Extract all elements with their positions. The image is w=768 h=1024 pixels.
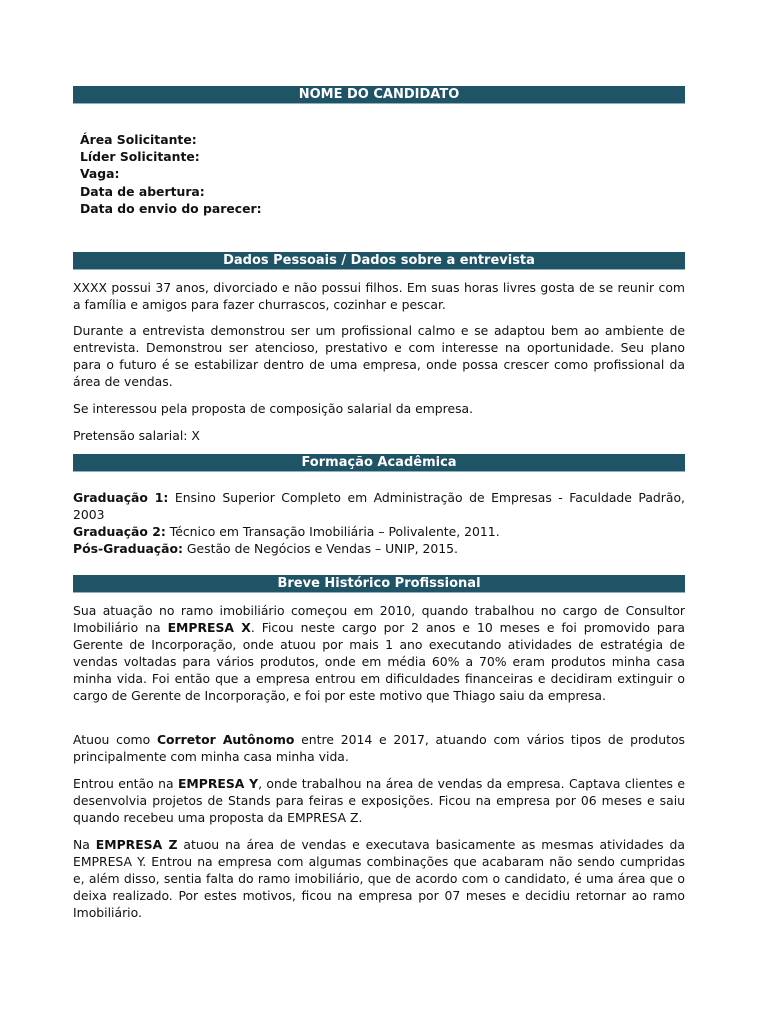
- education-item-graduation-1: Graduação 1: Ensino Superior Completo em Administração de Empresas - Faculdade Padrão, 2003: [73, 490, 685, 522]
- history-paragraph-3: Entrou então na EMPRESA Y, onde trabalhou na área de vendas da empresa. Captava clientes e desenvolvia projetos de Stands para feiras e exposições. Ficou na empresa por 06 meses e saiu quando recebeu uma proposta da EMPRESA Z.: [73, 776, 685, 825]
- personal-paragraph-2: Durante a entrevista demonstrou ser um profissional calmo e se adaptou bem ao ambiente de entrevista. Demonstrou ser atencioso, prestativo e com interesse na oportunidade. Seu plano para o futuro é se estabilizar dentro de uma empresa, onde possa crescer como profissional da área de vendas.: [73, 323, 685, 389]
- field-opening-date: Data de abertura:: [80, 183, 205, 199]
- field-position: Vaga:: [80, 166, 120, 182]
- history-paragraph-2: Atuou como Corretor Autônomo entre 2014 e 2017, atuando com vários tipos de produtos principalmente com minha casa minha vida.: [73, 732, 685, 764]
- education-section-header: Formação Acadêmica: [73, 454, 685, 472]
- history-paragraph-4: Na EMPRESA Z atuou na área de vendas e executava basicamente as mesmas atividades da EMPRESA Y. Entrou na empresa com algumas combinações que acabaram não sendo cumpridas e, além disso, sentia falta do ramo imobiliário, que de acordo com o candidato, é uma área que o deixa realizado. Por estes motivos, ficou na empresa por 07 meses e decidiu retornar ao ramo Imobiliário.: [73, 837, 685, 920]
- education-item-graduation-2: Graduação 2: Técnico em Transação Imobiliária – Polivalente, 2011.: [73, 524, 500, 539]
- salary-expectation: Pretensão salarial: X: [73, 428, 200, 443]
- field-requesting-leader: Líder Solicitante:: [80, 149, 200, 165]
- field-report-date: Data do envio do parecer:: [80, 200, 262, 216]
- field-requesting-area: Área Solicitante:: [80, 132, 197, 147]
- history-section-header: Breve Histórico Profissional: [73, 575, 685, 593]
- history-paragraph-1: Sua atuação no ramo imobiliário começou em 2010, quando trabalhou no cargo de Consultor Imobiliário na EMPRESA X. Ficou neste cargo por 2 anos e 10 meses e foi promovido para Gerente de Incorporação, onde atuou por mais 1 ano executando atividades de estratégia de vendas voltadas para vários produtos, onde em média 60% a 70% eram produtos minha casa minha vida. Foi então que a empresa entrou em dificuldades financeiras e decidiram extinguir o cargo de Gerente de Incorporação, e foi por este motivo que Thiago saiu da empresa.: [73, 603, 685, 703]
- request-fields: [80, 131, 262, 217]
- education-list: [73, 489, 685, 557]
- personal-section-header: Dados Pessoais / Dados sobre a entrevista: [73, 252, 685, 270]
- candidate-name-header: NOME DO CANDIDATO: [73, 86, 685, 104]
- personal-paragraph-1: XXXX possui 37 anos, divorciado e não possui filhos. Em suas horas livres gosta de se reunir com a família e amigos para fazer churrascos, cozinhar e pescar.: [73, 280, 685, 312]
- personal-paragraph-3: Se interessou pela proposta de composição salarial da empresa.: [73, 401, 474, 416]
- education-item-postgraduate: Pós-Graduação: Gestão de Negócios e Vendas – UNIP, 2015.: [73, 541, 458, 556]
